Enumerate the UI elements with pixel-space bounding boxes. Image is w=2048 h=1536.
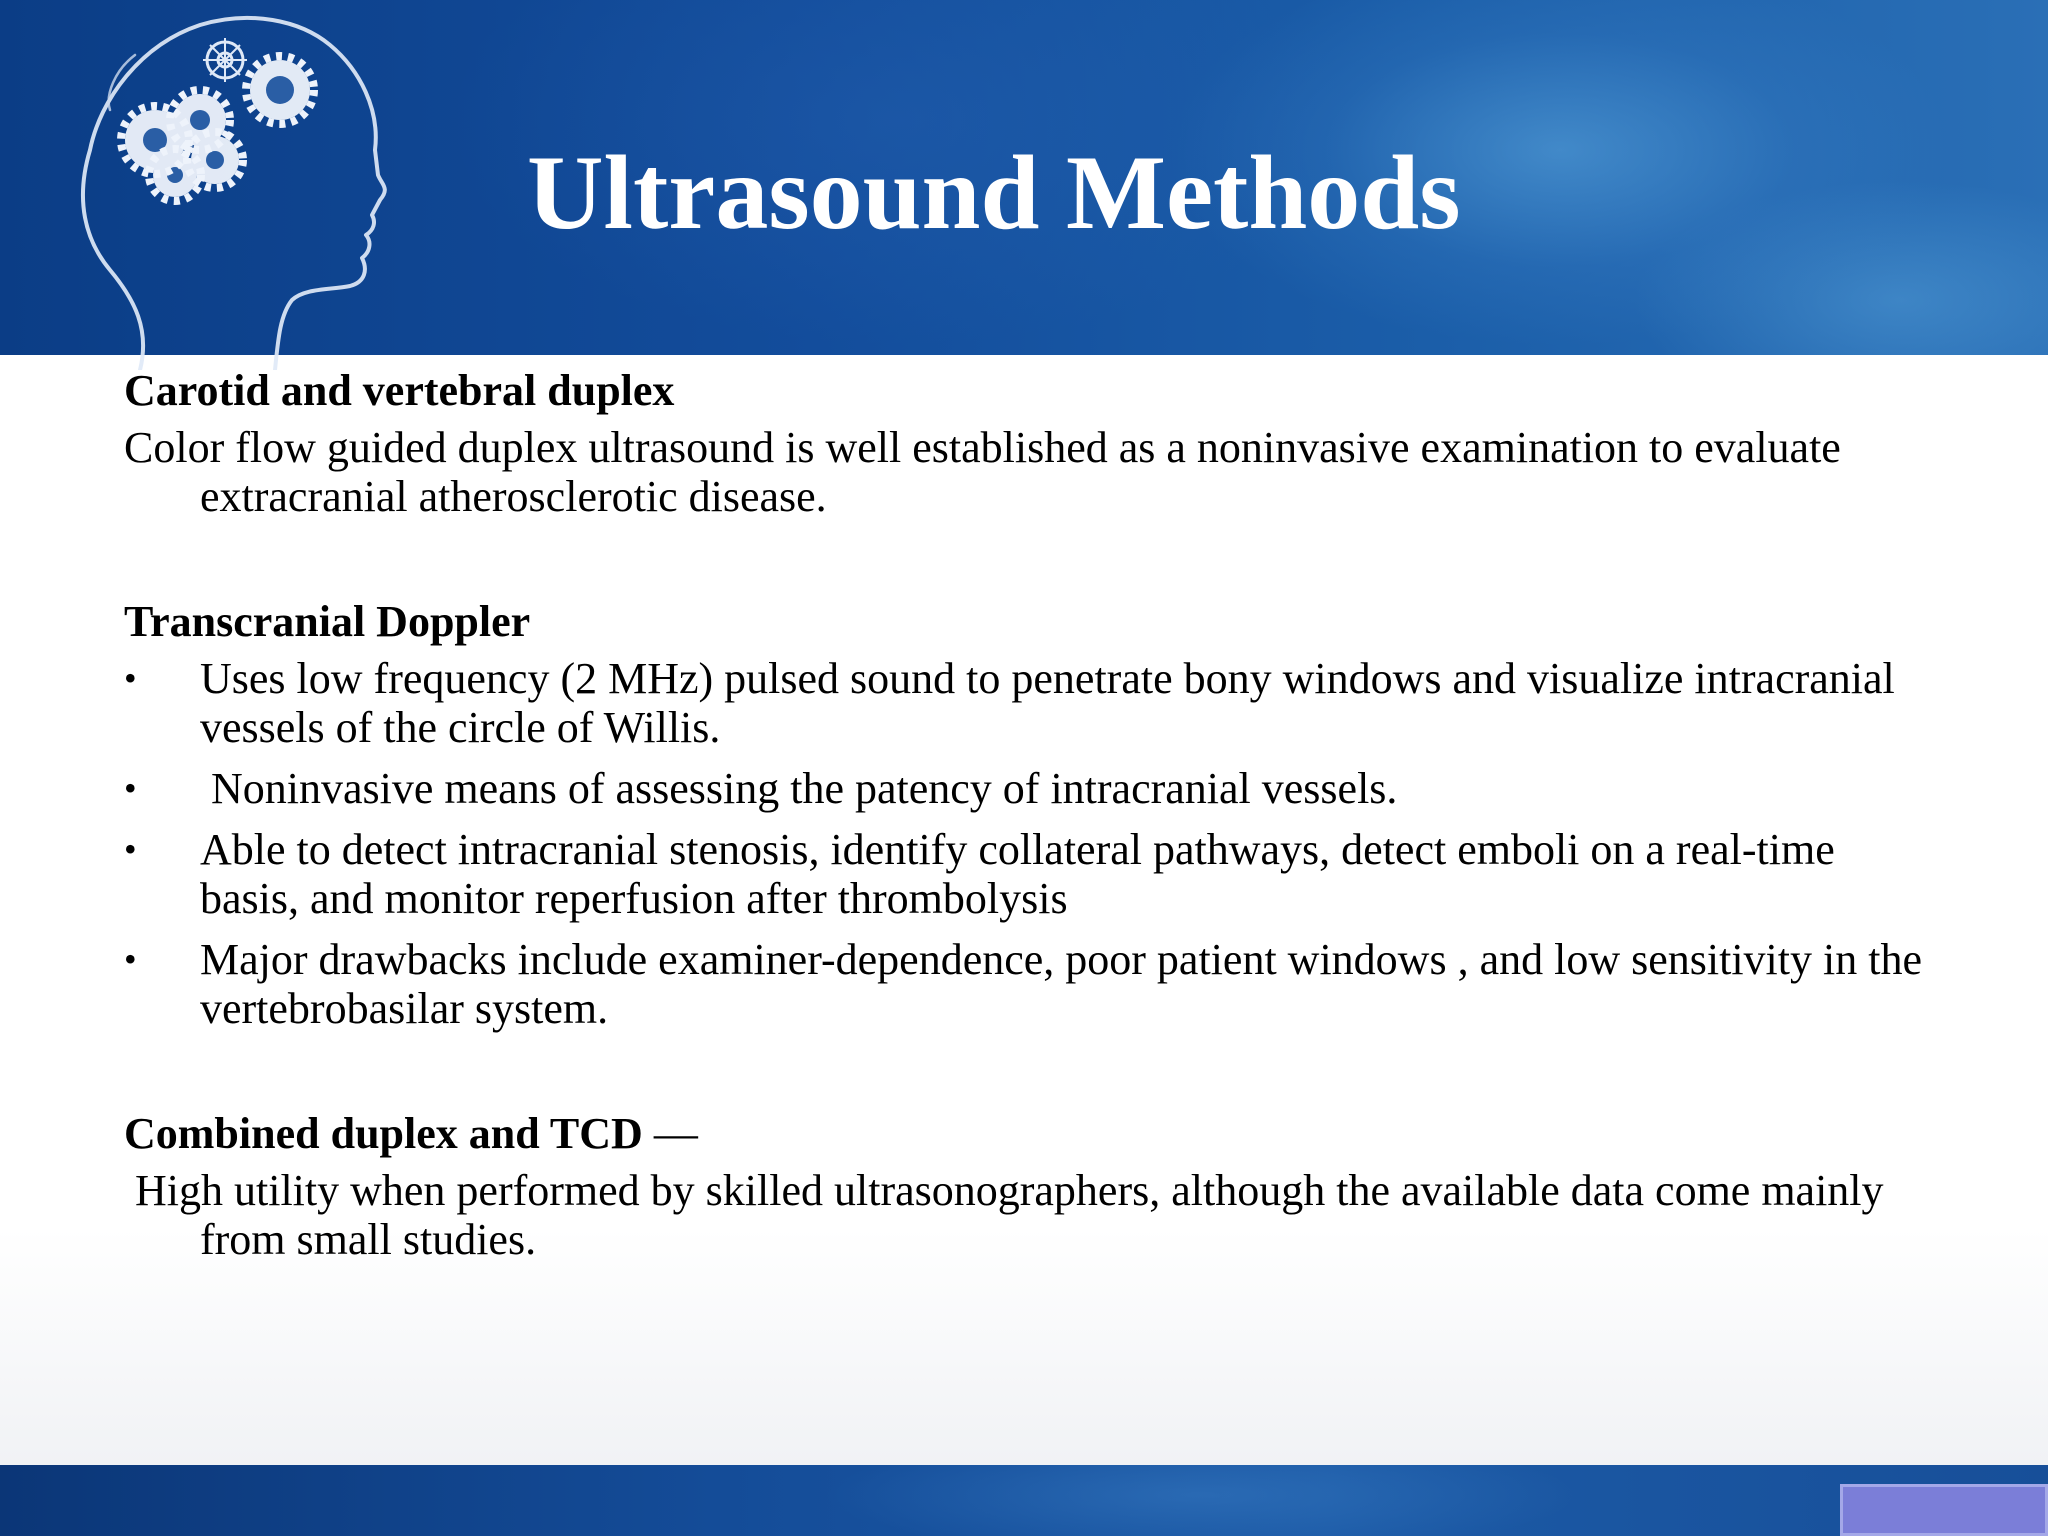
list-item: [124, 825, 1924, 923]
tcd-heading: Transcranial Doppler: [124, 597, 531, 646]
list-item: [124, 764, 1924, 813]
slide-nav-box[interactable]: [1840, 1484, 2048, 1536]
header-banner: [0, 0, 2048, 355]
section-spacer: [124, 1045, 1924, 1109]
list-item: [124, 935, 1924, 1033]
bullet-icon: •: [124, 939, 137, 979]
list-item: [124, 654, 1924, 752]
carotid-text: Color flow guided duplex ultrasound is well established as a noninvasive examination to evaluate extracranial atherosclerotic disease.: [124, 423, 1841, 521]
head-with-gears-icon: [80, 0, 410, 370]
combined-text: High utility when performed by skilled ultrasonographers, although the available data come mainly from small studies.: [124, 1166, 1895, 1264]
carotid-heading: Carotid and vertebral duplex: [124, 366, 675, 415]
bullet-text: Noninvasive means of assessing the patency of intracranial vessels.: [200, 764, 1398, 813]
bullet-text: Major drawbacks include examiner-dependence, poor patient windows , and low sensitivity in the vertebrobasilar system.: [200, 935, 1922, 1033]
section-spacer: [124, 521, 1924, 597]
combined-heading-dash: —: [642, 1109, 698, 1158]
bullet-icon: •: [124, 768, 137, 808]
bullet-icon: •: [124, 829, 137, 869]
slide-title: Ultrasound Methods: [527, 134, 1461, 251]
bullet-text: Uses low frequency (2 MHz) pulsed sound to penetrate bony windows and visualize intracranial vessels of the circle of Willis.: [200, 654, 1895, 752]
combined-heading: Combined duplex and TCD: [124, 1109, 643, 1158]
combined-heading-line: [124, 1109, 1924, 1158]
footer-band: [0, 1465, 2048, 1536]
slide-body: [124, 366, 1924, 1264]
tcd-bullet-list: [124, 654, 1924, 1033]
bullet-text: Able to detect intracranial stenosis, identify collateral pathways, detect emboli on a real-time basis, and monitor reperfusion after thrombolysis: [200, 825, 1835, 923]
bullet-icon: •: [124, 658, 137, 698]
